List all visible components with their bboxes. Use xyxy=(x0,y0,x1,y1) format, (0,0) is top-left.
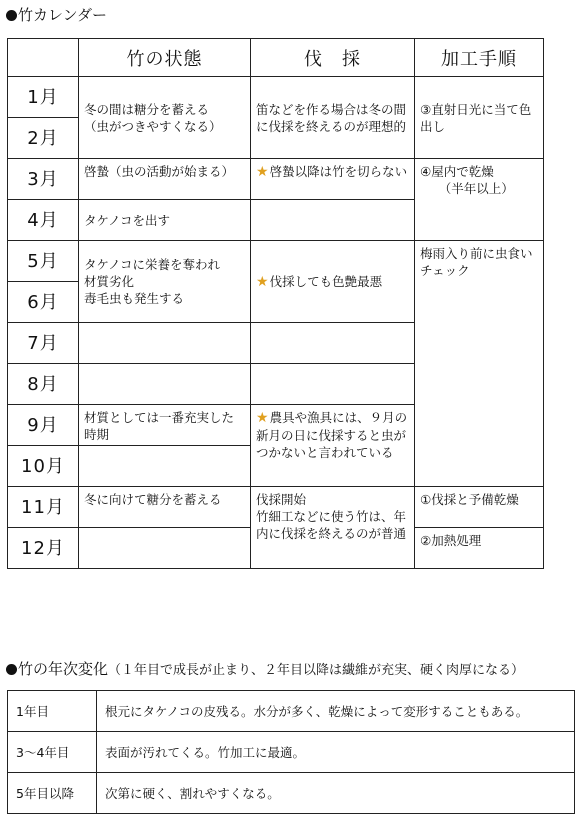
yearly-heading-text: 竹の年次変化 xyxy=(18,660,109,678)
yearly-description: 表面が汚れてくる。竹加工に最適。 xyxy=(97,732,575,773)
month-cell: 8月 xyxy=(8,364,79,405)
state-nov: 冬に向けて糖分を蓄える xyxy=(79,487,251,528)
calendar-heading-text: 竹カレンダー xyxy=(18,6,108,24)
star-icon: ★ xyxy=(256,273,269,290)
state-apr: タケノコを出す xyxy=(79,200,251,241)
bullet-icon xyxy=(6,10,17,21)
yearly-period: 1年目 xyxy=(8,691,97,732)
processing-nov: ①伐採と予備乾燥 xyxy=(415,487,544,528)
header-cutting: 伐 採 xyxy=(251,39,415,77)
cutting-mar-text: 啓蟄以降は竹を切らない xyxy=(269,164,408,179)
cutting-jan-feb: 笛などを作る場合は冬の間に伐採を終えるのが理想的 xyxy=(251,77,415,159)
table-row xyxy=(8,241,544,282)
cutting-may-jun xyxy=(251,241,415,323)
month-cell: 1月 xyxy=(8,77,79,118)
month-cell: 3月 xyxy=(8,159,79,200)
cutting-jul xyxy=(251,323,415,364)
state-oct xyxy=(79,446,251,487)
cutting-sep-oct xyxy=(251,405,415,487)
header-month xyxy=(8,39,79,77)
table-row xyxy=(8,691,575,732)
bamboo-yearly-table xyxy=(7,690,575,814)
cutting-nov-dec: 伐採開始 竹細工などに使う竹は、年内に伐採を終えるのが普通 xyxy=(251,487,415,569)
month-cell: 11月 xyxy=(8,487,79,528)
month-cell: 7月 xyxy=(8,323,79,364)
processing-dec: ②加熱処理 xyxy=(415,528,544,569)
month-cell: 6月 xyxy=(8,282,79,323)
table-row xyxy=(8,732,575,773)
state-jul xyxy=(79,323,251,364)
processing-may-oct: 梅雨入り前に虫食いチェック xyxy=(415,241,544,487)
month-cell: 12月 xyxy=(8,528,79,569)
table-row xyxy=(8,487,544,528)
bamboo-calendar-table xyxy=(7,38,544,569)
state-may-jun: タケノコに栄養を奪われ 材質劣化 毒毛虫も発生する xyxy=(79,241,251,323)
header-bamboo-state: 竹の状態 xyxy=(79,39,251,77)
star-icon: ★ xyxy=(256,410,269,426)
month-cell: 9月 xyxy=(8,405,79,446)
yearly-note: （１年目で成長が止まり、２年目以降は繊維が充実、硬く肉厚になる） xyxy=(108,663,525,678)
table-row xyxy=(8,159,544,200)
processing-mar-apr: ④屋内で乾燥 （半年以上） xyxy=(415,159,544,241)
cutting-apr xyxy=(251,200,415,241)
bullet-icon xyxy=(6,664,17,675)
table-row xyxy=(8,77,544,118)
cutting-may-jun-text: 伐採しても色艶最悪 xyxy=(269,273,383,289)
state-sep-oct: 材質としては一番充実した時期 xyxy=(79,405,251,446)
yearly-heading xyxy=(6,660,524,680)
state-jan-feb: 冬の間は糖分を蓄える （虫がつきやすくなる） xyxy=(79,77,251,159)
calendar-header-row xyxy=(8,39,544,77)
cutting-mar xyxy=(251,159,415,200)
header-processing: 加工手順 xyxy=(415,39,544,77)
star-icon: ★ xyxy=(256,164,269,180)
table-row xyxy=(8,773,575,814)
yearly-period: 3～4年目 xyxy=(8,732,97,773)
state-aug xyxy=(79,364,251,405)
month-cell: 10月 xyxy=(8,446,79,487)
processing-jan-feb: ③直射日光に当て色出し xyxy=(415,77,544,159)
cutting-sep-oct-text: 農具や漁具には、９月の新月の日に伐採すると虫がつかないと言われている xyxy=(256,410,408,460)
calendar-heading xyxy=(6,6,107,24)
state-mar: 啓蟄（虫の活動が始まる） xyxy=(79,159,251,200)
month-cell: 4月 xyxy=(8,200,79,241)
month-cell: 5月 xyxy=(8,241,79,282)
cutting-aug xyxy=(251,364,415,405)
month-cell: 2月 xyxy=(8,118,79,159)
yearly-period: 5年目以降 xyxy=(8,773,97,814)
yearly-description: 根元にタケノコの皮残る。水分が多く、乾燥によって変形することもある。 xyxy=(97,691,575,732)
yearly-description: 次第に硬く、割れやすくなる。 xyxy=(97,773,575,814)
state-dec xyxy=(79,528,251,569)
